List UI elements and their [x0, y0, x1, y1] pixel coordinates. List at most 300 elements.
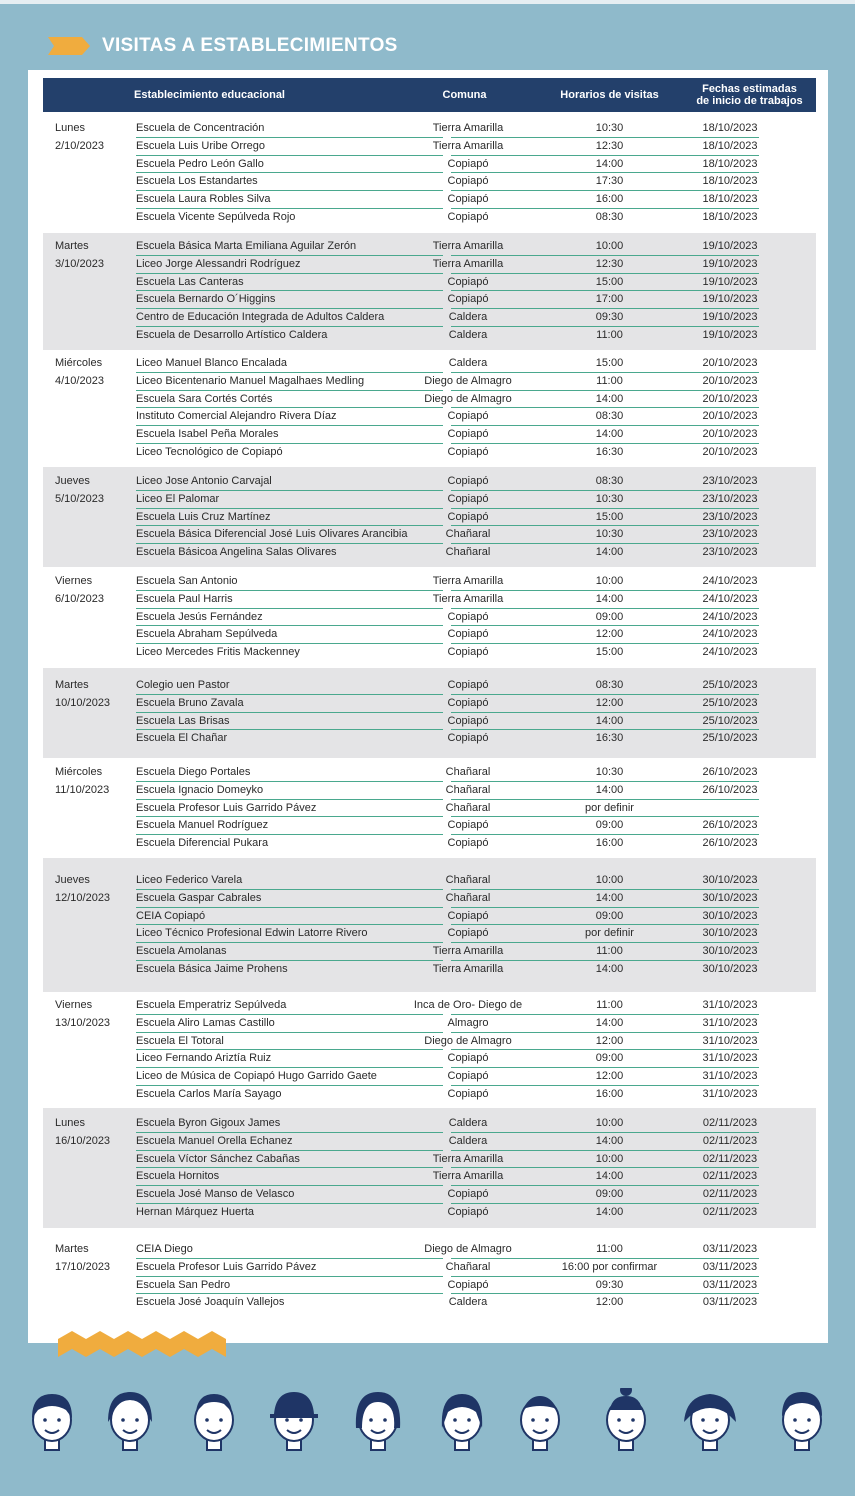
table-row	[43, 509, 816, 527]
school-name: Escuela Vicente Sepúlveda Rojo	[136, 211, 296, 223]
day-name: Lunes	[55, 1117, 85, 1129]
school-name: Escuela Profesor Luis Garrido Pávez	[136, 1260, 317, 1273]
school-name: Colegio uen Pastor	[136, 679, 230, 691]
comuna: Diego de Almagro	[424, 1243, 512, 1255]
comuna: Chañaral	[445, 874, 491, 886]
table-row	[43, 908, 816, 926]
comuna: Copiapó	[447, 492, 489, 505]
day-group	[43, 858, 816, 992]
start-date: 02/11/2023	[702, 1170, 758, 1183]
table-row	[43, 1294, 816, 1312]
day-name: Viernes	[55, 999, 93, 1011]
start-date: 19/10/2023	[702, 257, 758, 270]
visit-time: 10:00	[595, 1152, 624, 1165]
start-date: 31/10/2023	[702, 1052, 758, 1065]
start-date: 02/11/2023	[702, 1152, 758, 1165]
school-name: Liceo Jose Antonio Carvajal	[136, 475, 272, 487]
school-name: Escuela de Concentración	[136, 122, 265, 134]
school-name: Escuela Ignacio Domeyko	[136, 783, 264, 796]
day-name: Martes	[55, 240, 89, 252]
start-date: 26/10/2023	[702, 783, 758, 796]
table-row	[43, 677, 816, 695]
start-date: 20/10/2023	[702, 428, 758, 441]
table-row	[43, 1115, 816, 1133]
face-icon	[104, 1388, 156, 1452]
visit-time: 09:00	[595, 1188, 624, 1201]
table-row	[43, 444, 816, 462]
start-date: 02/11/2023	[702, 1188, 758, 1201]
comuna: Chañaral	[445, 546, 491, 559]
start-date: 19/10/2023	[702, 240, 758, 252]
comuna: Tierra Amarilla	[432, 122, 504, 134]
table-row	[43, 1133, 816, 1151]
start-date: 18/10/2023	[702, 139, 758, 152]
comuna: Copiapó	[447, 1070, 489, 1083]
start-date: 25/10/2023	[702, 732, 758, 745]
visit-time: 14:00	[595, 428, 624, 441]
school-name: Escuela Bernardo O´Higgins	[136, 293, 276, 306]
comuna: Copiapó	[447, 475, 489, 487]
table-row	[43, 491, 816, 509]
start-date: 19/10/2023	[702, 329, 758, 341]
comuna: Copiapó	[447, 193, 489, 206]
start-date: 30/10/2023	[702, 963, 758, 975]
visit-time: 11:00	[596, 1243, 623, 1255]
school-name: Escuela El Chañar	[136, 732, 228, 745]
table-header	[43, 78, 816, 112]
table-row	[43, 327, 816, 345]
school-name: Escuela Las Brisas	[136, 714, 230, 727]
table-row	[43, 426, 816, 444]
comuna: Copiapó	[447, 410, 489, 423]
school-name: Escuela Víctor Sánchez Cabañas	[136, 1152, 300, 1165]
visit-time: 12:00	[595, 628, 624, 641]
table-row	[43, 391, 816, 409]
comuna: Caldera	[448, 1296, 488, 1309]
table-row	[43, 609, 816, 627]
start-date: 25/10/2023	[702, 679, 758, 691]
start-date: 18/10/2023	[702, 211, 758, 223]
start-date: 30/10/2023	[702, 909, 758, 922]
table-row	[43, 120, 816, 138]
comuna: Copiapó	[447, 1278, 489, 1291]
comuna: Tierra Amarilla	[432, 575, 504, 587]
visit-time: 10:30	[595, 492, 624, 505]
start-date: 18/10/2023	[702, 175, 758, 188]
visit-time: 10:00	[595, 240, 624, 252]
visit-time: 12:00	[595, 1034, 624, 1047]
face-icon	[600, 1388, 652, 1452]
visit-time: 10:00	[595, 1117, 624, 1129]
table-row	[43, 782, 816, 800]
comuna: Tierra Amarilla	[432, 963, 504, 975]
start-date: 03/11/2023	[702, 1260, 758, 1273]
table-row	[43, 274, 816, 292]
school-name: Escuela Bruno Zavala	[136, 696, 244, 709]
comuna: Caldera	[448, 357, 488, 369]
table-row	[43, 291, 816, 309]
comuna: Copiapó	[447, 293, 489, 306]
table-row	[43, 355, 816, 373]
day-date: 6/10/2023	[55, 592, 104, 605]
visit-time: 11:00	[596, 945, 623, 958]
visit-time: 12:00	[595, 696, 624, 709]
visit-time: 10:30	[595, 122, 624, 134]
header-date-line1: Fechas estimadas	[702, 83, 797, 95]
table-row	[43, 1086, 816, 1104]
visit-time: 14:00	[595, 1016, 624, 1029]
start-date: 24/10/2023	[702, 646, 758, 659]
day-date: 12/10/2023	[55, 891, 111, 904]
visit-time: 09:00	[595, 909, 624, 922]
visit-time: 14:00	[595, 392, 624, 405]
comuna: Caldera	[448, 1117, 488, 1129]
table-row	[43, 961, 816, 979]
day-group	[43, 668, 816, 758]
visit-time: 16:00	[595, 193, 624, 206]
title-accent-icon	[48, 37, 90, 55]
visit-time: 12:00	[595, 1070, 624, 1083]
face-icon	[268, 1388, 320, 1452]
table-row	[43, 1241, 816, 1259]
comuna: Copiapó	[447, 211, 489, 223]
comuna: Copiapó	[447, 696, 489, 709]
day-name: Lunes	[55, 122, 85, 134]
day-date: 11/10/2023	[55, 783, 110, 796]
school-name: Instituto Comercial Alejandro Rivera Díaz	[136, 410, 337, 423]
visit-time: 09:00	[595, 819, 624, 832]
school-name: Escuela Carlos María Sayago	[136, 1088, 282, 1100]
comuna: Tierra Amarilla	[432, 1152, 504, 1165]
day-date: 2/10/2023	[55, 139, 104, 152]
comuna: Almagro	[447, 1016, 489, 1029]
start-date: 23/10/2023	[702, 528, 758, 541]
school-name: Escuela Laura Robles Silva	[136, 193, 271, 206]
school-name: Escuela Básica Diferencial José Luis Olivares Arancibia	[136, 528, 408, 541]
visit-time: 10:00	[595, 874, 624, 886]
table-row	[43, 544, 816, 562]
comuna: Copiapó	[447, 732, 489, 745]
start-date: 03/11/2023	[702, 1243, 758, 1255]
comuna: Caldera	[448, 329, 488, 341]
comuna: Copiapó	[447, 927, 489, 940]
start-date: 20/10/2023	[702, 446, 758, 458]
school-name: Escuela Isabel Peña Morales	[136, 428, 279, 441]
visit-time: 14:00	[595, 714, 624, 727]
school-name: Escuela Luis Cruz Martínez	[136, 510, 271, 523]
visit-time: por definir	[585, 927, 634, 940]
table-row	[43, 713, 816, 731]
school-name: Liceo Federico Varela	[136, 874, 243, 886]
school-name: Escuela Gaspar Cabrales	[136, 891, 262, 904]
school-name: Hernan Márquez Huerta	[136, 1206, 255, 1218]
visit-time: 15:00	[595, 646, 624, 659]
school-name: CEIA Copiapó	[136, 909, 206, 922]
visit-time: 14:00	[595, 1170, 624, 1183]
school-name: Liceo Fernando Ariztía Ruiz	[136, 1052, 272, 1065]
comuna: Inca de Oro- Diego de	[413, 999, 523, 1011]
school-name: Escuela Sara Cortés Cortés	[136, 392, 273, 405]
school-name: Liceo Jorge Alessandri Rodríguez	[136, 257, 301, 270]
comuna: Copiapó	[447, 628, 489, 641]
comuna: Chañaral	[445, 891, 491, 904]
zigzag-decoration	[58, 1329, 226, 1365]
start-date: 24/10/2023	[702, 575, 758, 587]
table-row	[43, 191, 816, 209]
day-group	[43, 1108, 816, 1228]
start-date: 23/10/2023	[702, 510, 758, 523]
visit-time: 16:30	[595, 446, 624, 458]
comuna: Diego de Almagro	[424, 392, 512, 405]
school-name: Escuela El Totoral	[136, 1034, 224, 1047]
comuna: Diego de Almagro	[424, 1034, 512, 1047]
start-date: 03/11/2023	[702, 1296, 758, 1309]
start-date: 30/10/2023	[702, 874, 758, 886]
start-date: 26/10/2023	[702, 819, 758, 832]
face-icon	[26, 1388, 78, 1452]
day-group	[43, 350, 816, 467]
table-row	[43, 209, 816, 227]
start-date: 30/10/2023	[702, 891, 758, 904]
start-date: 24/10/2023	[702, 592, 758, 605]
visit-time: 08:30	[595, 475, 624, 487]
table-row	[43, 1033, 816, 1051]
visit-time: 17:30	[595, 175, 624, 188]
table-row	[43, 408, 816, 426]
comuna: Caldera	[448, 311, 488, 324]
start-date: 19/10/2023	[702, 275, 758, 288]
top-strip	[0, 0, 855, 4]
start-date: 23/10/2023	[702, 492, 758, 505]
start-date: 26/10/2023	[702, 766, 758, 778]
comuna: Copiapó	[447, 1206, 489, 1218]
comuna: Tierra Amarilla	[432, 139, 504, 152]
comuna: Copiapó	[447, 428, 489, 441]
day-group	[43, 567, 816, 668]
comuna: Chañaral	[445, 783, 491, 796]
day-group	[43, 233, 816, 350]
visit-time: 11:00	[596, 999, 623, 1011]
start-date: 18/10/2023	[702, 157, 758, 170]
school-name: Escuela Las Canteras	[136, 275, 244, 288]
day-name: Jueves	[55, 475, 90, 487]
start-date: 20/10/2023	[702, 374, 758, 387]
school-name: Escuela Aliro Lamas Castillo	[136, 1016, 275, 1029]
visit-time: 09:00	[595, 1052, 624, 1065]
face-icon	[776, 1388, 828, 1452]
table-row	[43, 309, 816, 327]
table-row	[43, 695, 816, 713]
school-name: Escuela Luis Uribe Orrego	[136, 139, 266, 152]
school-name: Liceo El Palomar	[136, 492, 220, 505]
start-date: 31/10/2023	[702, 1088, 758, 1100]
comuna: Chañaral	[445, 1260, 491, 1273]
table-row	[43, 173, 816, 191]
table-row	[43, 943, 816, 961]
table-row	[43, 591, 816, 609]
comuna: Chañaral	[445, 766, 491, 778]
table-row	[43, 1259, 816, 1277]
start-date: 31/10/2023	[702, 1016, 758, 1029]
start-date: 24/10/2023	[702, 628, 758, 641]
comuna: Copiapó	[447, 275, 489, 288]
table-row	[43, 925, 816, 943]
school-name: Escuela Diferencial Pukara	[136, 837, 269, 850]
visit-time: 17:00	[595, 293, 624, 306]
comuna: Copiapó	[447, 1188, 489, 1201]
day-date: 3/10/2023	[55, 257, 104, 270]
table-row	[43, 800, 816, 818]
comuna: Caldera	[448, 1134, 488, 1147]
start-date: 18/10/2023	[702, 122, 758, 134]
school-name: Liceo Tecnológico de Copiapó	[136, 446, 283, 458]
table-row	[43, 238, 816, 256]
header-date	[669, 78, 830, 112]
day-name: Martes	[55, 679, 89, 691]
visit-time: 14:00	[595, 963, 624, 975]
school-name: Escuela Diego Portales	[136, 766, 251, 778]
day-group	[43, 992, 816, 1108]
school-name: Escuela de Desarrollo Artístico Caldera	[136, 329, 328, 341]
table-row	[43, 1277, 816, 1295]
table-row	[43, 1015, 816, 1033]
school-name: Escuela San Antonio	[136, 575, 238, 587]
start-date: 31/10/2023	[702, 999, 758, 1011]
start-date: 23/10/2023	[702, 546, 758, 559]
visit-time: 10:30	[595, 528, 624, 541]
visit-time: 15:00	[595, 510, 624, 523]
visit-time: 08:30	[595, 211, 624, 223]
visit-time: 16:30	[595, 732, 624, 745]
visit-time: 09:30	[595, 1278, 624, 1291]
day-date: 13/10/2023	[55, 1016, 111, 1029]
school-name: Escuela Byron Gigoux James	[136, 1117, 281, 1129]
day-name: Miércoles	[55, 766, 103, 778]
school-name: Escuela Hornitos	[136, 1170, 220, 1183]
comuna: Copiapó	[447, 157, 489, 170]
school-name: Escuela Amolanas	[136, 945, 227, 958]
visit-time: 09:00	[595, 610, 624, 623]
table-row	[43, 373, 816, 391]
comuna: Tierra Amarilla	[432, 592, 504, 605]
table-row	[43, 1050, 816, 1068]
table-row	[43, 1186, 816, 1204]
comuna: Copiapó	[447, 1088, 489, 1100]
table-row	[43, 997, 816, 1015]
start-date: 20/10/2023	[702, 392, 758, 405]
day-name: Martes	[55, 1243, 89, 1255]
day-name: Miércoles	[55, 357, 103, 369]
table-row	[43, 1204, 816, 1222]
comuna: Copiapó	[447, 909, 489, 922]
comuna: Copiapó	[447, 446, 489, 458]
school-name: Escuela Pedro León Gallo	[136, 157, 264, 170]
start-date: 30/10/2023	[702, 945, 758, 958]
start-date: 20/10/2023	[702, 410, 758, 423]
school-name: Escuela Básica Marta Emiliana Aguilar Zerón	[136, 240, 357, 252]
table-row	[43, 872, 816, 890]
comuna: Chañaral	[445, 528, 491, 541]
day-date: 17/10/2023	[55, 1260, 111, 1273]
visit-time: 14:00	[595, 891, 624, 904]
start-date: 26/10/2023	[702, 837, 758, 850]
table-row	[43, 473, 816, 491]
day-group	[43, 758, 816, 858]
comuna: Tierra Amarilla	[432, 1170, 504, 1183]
day-name: Viernes	[55, 575, 93, 587]
school-name: Centro de Educación Integrada de Adultos Caldera	[136, 311, 385, 324]
start-date: 31/10/2023	[702, 1070, 758, 1083]
start-date: 25/10/2023	[702, 696, 758, 709]
table-row	[43, 573, 816, 591]
face-icon	[188, 1388, 240, 1452]
day-name: Jueves	[55, 874, 90, 886]
visit-time: 08:30	[595, 679, 624, 691]
school-name: Escuela Paul Harris	[136, 592, 233, 605]
day-group	[43, 467, 816, 567]
table-row	[43, 890, 816, 908]
visit-time: 09:30	[595, 311, 624, 324]
start-date: 18/10/2023	[702, 193, 758, 206]
visit-time: 11:00	[596, 374, 623, 387]
school-name: Liceo Técnico Profesional Edwin Latorre Rivero	[136, 927, 368, 940]
school-name: Escuela Los Estandartes	[136, 175, 258, 188]
table-row	[43, 256, 816, 274]
start-date: 19/10/2023	[702, 293, 758, 306]
visit-time: 11:00	[596, 329, 623, 341]
day-date: 5/10/2023	[55, 492, 104, 505]
school-name: Escuela Abraham Sepúlveda	[136, 628, 278, 641]
visit-time: 12:30	[595, 139, 624, 152]
visit-time: 14:00	[595, 592, 624, 605]
school-name: CEIA Diego	[136, 1243, 193, 1255]
start-date: 03/11/2023	[702, 1278, 758, 1291]
visit-time: 12:30	[595, 257, 624, 270]
comuna: Copiapó	[447, 175, 489, 188]
start-date: 24/10/2023	[702, 610, 758, 623]
school-name: Escuela Emperatriz Sepúlveda	[136, 999, 287, 1011]
table-row	[43, 730, 816, 748]
day-date: 10/10/2023	[55, 696, 111, 709]
school-name: Escuela Básicoa Angelina Salas Olivares	[136, 546, 337, 559]
school-name: Liceo de Música de Copiapó Hugo Garrido Gaete	[136, 1070, 377, 1083]
visit-time: 08:30	[595, 410, 624, 423]
school-name: Escuela Básica Jaime Prohens	[136, 963, 288, 975]
visit-time: 15:00	[595, 275, 624, 288]
comuna: Tierra Amarilla	[432, 240, 504, 252]
school-name: Escuela Manuel Rodríguez	[136, 819, 269, 832]
header-time: Horarios de visitas	[560, 89, 659, 101]
visit-time: por definir	[585, 801, 634, 814]
visit-time: 15:00	[595, 357, 624, 369]
start-date: 02/11/2023	[702, 1206, 758, 1218]
start-date: 02/11/2023	[702, 1134, 758, 1147]
header-school: Establecimiento educacional	[134, 89, 285, 101]
table-row	[43, 156, 816, 174]
comuna: Tierra Amarilla	[432, 945, 504, 958]
start-date: 20/10/2023	[702, 357, 758, 369]
table-row	[43, 835, 816, 853]
visit-time: 14:00	[595, 1206, 624, 1218]
comuna: Copiapó	[447, 646, 489, 659]
comuna: Copiapó	[447, 1052, 489, 1065]
comuna: Copiapó	[447, 610, 489, 623]
title-block	[48, 30, 398, 62]
header-date-line2: de inicio de trabajos	[696, 95, 803, 107]
school-name: Liceo Manuel Blanco Encalada	[136, 357, 288, 369]
school-name: Liceo Mercedes Fritis Mackenney	[136, 646, 300, 659]
visit-time: 10:30	[595, 766, 624, 778]
